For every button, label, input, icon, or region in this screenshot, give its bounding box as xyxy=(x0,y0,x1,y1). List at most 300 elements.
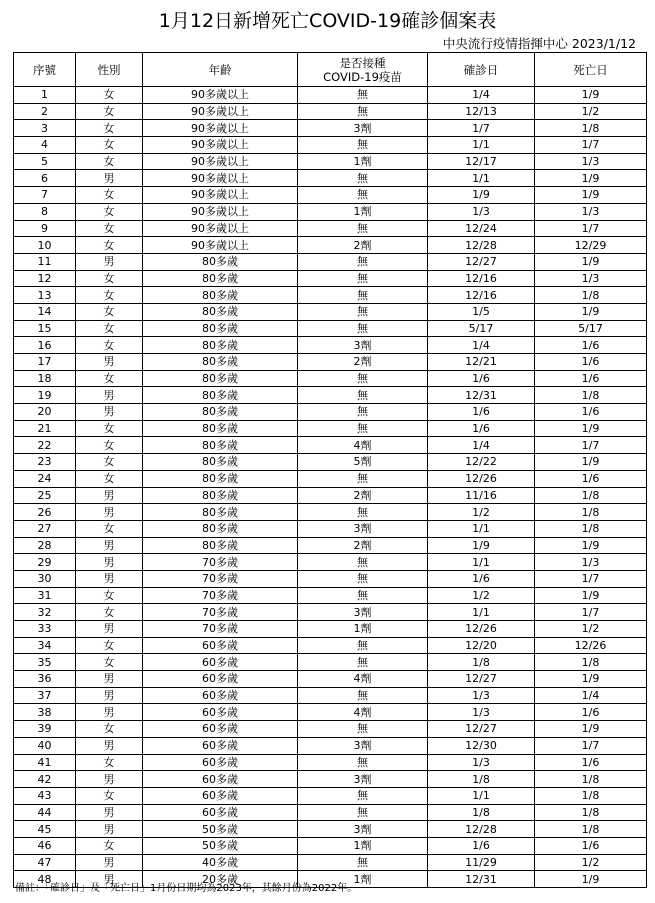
cell-sex: 女 xyxy=(76,470,143,487)
cell-sex: 女 xyxy=(76,103,143,120)
cell-confirmed-date: 12/28 xyxy=(428,237,535,254)
cell-vaccinated: 3劑 xyxy=(298,520,428,537)
cell-death-date: 12/29 xyxy=(535,237,647,254)
cell-confirmed-date: 12/27 xyxy=(428,253,535,270)
cell-age: 90多歲以上 xyxy=(143,220,298,237)
table-row xyxy=(14,120,647,137)
cell-serial: 21 xyxy=(14,420,76,437)
cell-vaccinated: 無 xyxy=(298,721,428,738)
cell-death-date: 1/3 xyxy=(535,203,647,220)
table-row xyxy=(14,354,647,371)
cell-confirmed-date: 12/28 xyxy=(428,821,535,838)
cell-confirmed-date: 12/21 xyxy=(428,354,535,371)
header-serial: 序號 xyxy=(14,53,76,87)
table-row xyxy=(14,470,647,487)
cell-age: 80多歲 xyxy=(143,320,298,337)
cell-confirmed-date: 12/13 xyxy=(428,103,535,120)
cell-vaccinated: 無 xyxy=(298,787,428,804)
cell-sex: 女 xyxy=(76,137,143,154)
cell-death-date: 1/9 xyxy=(535,253,647,270)
cell-death-date: 1/8 xyxy=(535,487,647,504)
cell-sex: 男 xyxy=(76,621,143,638)
cell-age: 60多歲 xyxy=(143,771,298,788)
table-row xyxy=(14,170,647,187)
cell-confirmed-date: 12/26 xyxy=(428,470,535,487)
cell-death-date: 1/9 xyxy=(535,721,647,738)
cell-age: 40多歲 xyxy=(143,854,298,871)
cell-death-date: 1/8 xyxy=(535,120,647,137)
cell-serial: 22 xyxy=(14,437,76,454)
cell-sex: 男 xyxy=(76,570,143,587)
cell-age: 80多歲 xyxy=(143,437,298,454)
cell-sex: 女 xyxy=(76,637,143,654)
table-row xyxy=(14,854,647,871)
cell-age: 60多歲 xyxy=(143,787,298,804)
table-row xyxy=(14,737,647,754)
cell-death-date: 1/7 xyxy=(535,437,647,454)
cell-age: 70多歲 xyxy=(143,621,298,638)
cell-sex: 女 xyxy=(76,437,143,454)
cell-confirmed-date: 1/1 xyxy=(428,604,535,621)
cell-sex: 女 xyxy=(76,837,143,854)
cell-age: 50多歲 xyxy=(143,837,298,854)
cell-vaccinated: 無 xyxy=(298,754,428,771)
table-row xyxy=(14,237,647,254)
table-row xyxy=(14,370,647,387)
cell-age: 90多歲以上 xyxy=(143,237,298,254)
cell-confirmed-date: 12/24 xyxy=(428,220,535,237)
cell-age: 80多歲 xyxy=(143,354,298,371)
cell-death-date: 5/17 xyxy=(535,320,647,337)
cell-confirmed-date: 1/9 xyxy=(428,187,535,204)
cell-vaccinated: 無 xyxy=(298,320,428,337)
cell-death-date: 1/2 xyxy=(535,103,647,120)
table-row xyxy=(14,420,647,437)
cell-serial: 5 xyxy=(14,153,76,170)
cell-sex: 女 xyxy=(76,370,143,387)
cell-sex: 男 xyxy=(76,253,143,270)
cell-confirmed-date: 1/3 xyxy=(428,704,535,721)
cell-death-date: 1/9 xyxy=(535,170,647,187)
cell-serial: 32 xyxy=(14,604,76,621)
cell-death-date: 1/9 xyxy=(535,587,647,604)
cell-death-date: 1/9 xyxy=(535,454,647,471)
cell-serial: 2 xyxy=(14,103,76,120)
cell-death-date: 1/9 xyxy=(535,303,647,320)
cell-age: 60多歲 xyxy=(143,671,298,688)
cell-serial: 15 xyxy=(14,320,76,337)
table-row xyxy=(14,303,647,320)
cell-serial: 9 xyxy=(14,220,76,237)
cell-vaccinated: 2劑 xyxy=(298,487,428,504)
table-row xyxy=(14,604,647,621)
cell-vaccinated: 無 xyxy=(298,270,428,287)
cell-serial: 23 xyxy=(14,454,76,471)
header-vaccinated xyxy=(298,53,428,87)
cell-death-date: 1/9 xyxy=(535,537,647,554)
table-row xyxy=(14,754,647,771)
cell-confirmed-date: 1/1 xyxy=(428,554,535,571)
cell-age: 80多歲 xyxy=(143,303,298,320)
table-row xyxy=(14,337,647,354)
cell-age: 80多歲 xyxy=(143,253,298,270)
cell-vaccinated: 無 xyxy=(298,504,428,521)
cell-death-date: 1/9 xyxy=(535,671,647,688)
cell-vaccinated: 3劑 xyxy=(298,737,428,754)
table-row xyxy=(14,671,647,688)
cell-age: 60多歲 xyxy=(143,687,298,704)
cell-age: 80多歲 xyxy=(143,454,298,471)
table-row xyxy=(14,654,647,671)
cell-age: 80多歲 xyxy=(143,337,298,354)
cell-sex: 男 xyxy=(76,404,143,421)
cell-confirmed-date: 12/22 xyxy=(428,454,535,471)
cell-age: 80多歲 xyxy=(143,270,298,287)
cell-vaccinated: 無 xyxy=(298,103,428,120)
cell-vaccinated: 2劑 xyxy=(298,237,428,254)
table-row xyxy=(14,537,647,554)
cell-death-date: 1/6 xyxy=(535,837,647,854)
cell-age: 70多歲 xyxy=(143,570,298,587)
table-row xyxy=(14,320,647,337)
cell-sex: 男 xyxy=(76,821,143,838)
header-confirmed-date: 確診日 xyxy=(428,53,535,87)
cell-serial: 38 xyxy=(14,704,76,721)
cell-sex: 女 xyxy=(76,120,143,137)
cell-serial: 34 xyxy=(14,637,76,654)
table-row xyxy=(14,187,647,204)
cell-sex: 女 xyxy=(76,420,143,437)
cell-confirmed-date: 1/1 xyxy=(428,137,535,154)
table-row xyxy=(14,704,647,721)
table-row xyxy=(14,721,647,738)
cell-death-date: 1/3 xyxy=(535,153,647,170)
cell-serial: 1 xyxy=(14,87,76,104)
cell-confirmed-date: 12/27 xyxy=(428,721,535,738)
cell-age: 80多歲 xyxy=(143,470,298,487)
cell-sex: 男 xyxy=(76,771,143,788)
table-row xyxy=(14,103,647,120)
table-row xyxy=(14,437,647,454)
cell-vaccinated: 無 xyxy=(298,420,428,437)
cell-vaccinated: 無 xyxy=(298,637,428,654)
cell-age: 20多歲 xyxy=(143,871,298,888)
cell-confirmed-date: 12/30 xyxy=(428,737,535,754)
cell-confirmed-date: 1/8 xyxy=(428,654,535,671)
cell-vaccinated: 無 xyxy=(298,654,428,671)
cell-sex: 男 xyxy=(76,804,143,821)
cell-death-date: 1/6 xyxy=(535,704,647,721)
cell-serial: 17 xyxy=(14,354,76,371)
cell-sex: 女 xyxy=(76,87,143,104)
cell-serial: 47 xyxy=(14,854,76,871)
cell-vaccinated: 1劑 xyxy=(298,837,428,854)
cell-death-date: 1/2 xyxy=(535,854,647,871)
cell-age: 80多歲 xyxy=(143,520,298,537)
cell-death-date: 1/2 xyxy=(535,621,647,638)
cell-age: 90多歲以上 xyxy=(143,137,298,154)
cell-sex: 女 xyxy=(76,303,143,320)
cell-vaccinated: 無 xyxy=(298,137,428,154)
cell-sex: 男 xyxy=(76,170,143,187)
cell-sex: 女 xyxy=(76,721,143,738)
table-row xyxy=(14,203,647,220)
cell-confirmed-date: 1/3 xyxy=(428,203,535,220)
cell-serial: 33 xyxy=(14,621,76,638)
cell-confirmed-date: 1/1 xyxy=(428,170,535,187)
cell-confirmed-date: 12/26 xyxy=(428,621,535,638)
cell-death-date: 1/8 xyxy=(535,504,647,521)
cell-confirmed-date: 1/9 xyxy=(428,537,535,554)
cell-sex: 女 xyxy=(76,287,143,304)
cell-age: 80多歲 xyxy=(143,537,298,554)
cell-vaccinated: 2劑 xyxy=(298,537,428,554)
cell-vaccinated: 無 xyxy=(298,554,428,571)
cell-serial: 19 xyxy=(14,387,76,404)
cell-vaccinated: 無 xyxy=(298,854,428,871)
cell-sex: 女 xyxy=(76,654,143,671)
cell-age: 80多歲 xyxy=(143,404,298,421)
cell-age: 90多歲以上 xyxy=(143,103,298,120)
table-row xyxy=(14,570,647,587)
cell-death-date: 1/7 xyxy=(535,220,647,237)
table-row xyxy=(14,804,647,821)
cell-serial: 4 xyxy=(14,137,76,154)
cell-confirmed-date: 12/31 xyxy=(428,871,535,888)
cell-age: 90多歲以上 xyxy=(143,187,298,204)
cell-confirmed-date: 1/7 xyxy=(428,120,535,137)
cell-confirmed-date: 1/4 xyxy=(428,337,535,354)
cell-confirmed-date: 12/16 xyxy=(428,270,535,287)
cell-age: 80多歲 xyxy=(143,287,298,304)
cell-age: 90多歲以上 xyxy=(143,203,298,220)
table-row xyxy=(14,621,647,638)
cell-sex: 女 xyxy=(76,270,143,287)
cell-vaccinated: 1劑 xyxy=(298,153,428,170)
cell-serial: 18 xyxy=(14,370,76,387)
cell-vaccinated: 4劑 xyxy=(298,437,428,454)
cell-death-date: 1/3 xyxy=(535,270,647,287)
cell-death-date: 1/7 xyxy=(535,137,647,154)
cell-serial: 31 xyxy=(14,587,76,604)
cell-serial: 44 xyxy=(14,804,76,821)
cell-serial: 45 xyxy=(14,821,76,838)
cell-vaccinated: 3劑 xyxy=(298,604,428,621)
cell-sex: 男 xyxy=(76,554,143,571)
cell-death-date: 1/8 xyxy=(535,787,647,804)
cell-sex: 男 xyxy=(76,537,143,554)
cell-confirmed-date: 1/2 xyxy=(428,504,535,521)
cell-sex: 女 xyxy=(76,520,143,537)
cell-death-date: 1/8 xyxy=(535,520,647,537)
header-sex: 性別 xyxy=(76,53,143,87)
cell-sex: 女 xyxy=(76,787,143,804)
cell-age: 60多歲 xyxy=(143,704,298,721)
cell-age: 80多歲 xyxy=(143,504,298,521)
cell-vaccinated: 1劑 xyxy=(298,621,428,638)
cell-death-date: 1/3 xyxy=(535,554,647,571)
cell-serial: 37 xyxy=(14,687,76,704)
table-row xyxy=(14,454,647,471)
cell-vaccinated: 4劑 xyxy=(298,704,428,721)
cell-confirmed-date: 5/17 xyxy=(428,320,535,337)
cell-sex: 女 xyxy=(76,454,143,471)
cell-death-date: 1/6 xyxy=(535,404,647,421)
cell-serial: 6 xyxy=(14,170,76,187)
table-row xyxy=(14,220,647,237)
cell-serial: 40 xyxy=(14,737,76,754)
cell-vaccinated: 4劑 xyxy=(298,671,428,688)
cell-confirmed-date: 1/6 xyxy=(428,570,535,587)
cell-vaccinated: 無 xyxy=(298,187,428,204)
cell-vaccinated: 1劑 xyxy=(298,871,428,888)
cell-age: 80多歲 xyxy=(143,370,298,387)
cell-confirmed-date: 1/1 xyxy=(428,520,535,537)
cell-confirmed-date: 12/27 xyxy=(428,671,535,688)
cell-vaccinated: 3劑 xyxy=(298,120,428,137)
cell-vaccinated: 無 xyxy=(298,87,428,104)
cell-sex: 男 xyxy=(76,737,143,754)
table-row xyxy=(14,587,647,604)
cell-serial: 30 xyxy=(14,570,76,587)
cell-vaccinated: 無 xyxy=(298,370,428,387)
cell-vaccinated: 無 xyxy=(298,387,428,404)
cell-sex: 女 xyxy=(76,754,143,771)
table-row xyxy=(14,287,647,304)
cell-age: 80多歲 xyxy=(143,420,298,437)
cell-sex: 男 xyxy=(76,854,143,871)
header-vaccinated-label: 是否接種 COVID-19疫苗 xyxy=(323,55,402,84)
cell-serial: 26 xyxy=(14,504,76,521)
cell-sex: 男 xyxy=(76,671,143,688)
cell-age: 90多歲以上 xyxy=(143,170,298,187)
cell-age: 60多歲 xyxy=(143,637,298,654)
cell-vaccinated: 3劑 xyxy=(298,771,428,788)
table-row xyxy=(14,487,647,504)
cell-serial: 41 xyxy=(14,754,76,771)
cell-sex: 女 xyxy=(76,604,143,621)
cell-vaccinated: 無 xyxy=(298,303,428,320)
cell-death-date: 12/26 xyxy=(535,637,647,654)
table-row xyxy=(14,404,647,421)
table-row xyxy=(14,687,647,704)
cell-serial: 28 xyxy=(14,537,76,554)
cell-serial: 42 xyxy=(14,771,76,788)
cell-serial: 10 xyxy=(14,237,76,254)
cell-age: 60多歲 xyxy=(143,737,298,754)
cell-confirmed-date: 1/3 xyxy=(428,687,535,704)
death-cases-table xyxy=(13,52,647,888)
cell-confirmed-date: 11/29 xyxy=(428,854,535,871)
cell-sex: 女 xyxy=(76,153,143,170)
cell-sex: 男 xyxy=(76,704,143,721)
cell-death-date: 1/7 xyxy=(535,737,647,754)
cell-confirmed-date: 1/6 xyxy=(428,404,535,421)
cell-sex: 男 xyxy=(76,687,143,704)
cell-serial: 16 xyxy=(14,337,76,354)
cell-confirmed-date: 12/31 xyxy=(428,387,535,404)
cell-age: 60多歲 xyxy=(143,804,298,821)
cell-serial: 11 xyxy=(14,253,76,270)
cell-sex: 女 xyxy=(76,337,143,354)
cell-age: 70多歲 xyxy=(143,587,298,604)
cell-vaccinated: 無 xyxy=(298,470,428,487)
cell-vaccinated: 1劑 xyxy=(298,203,428,220)
cell-vaccinated: 無 xyxy=(298,587,428,604)
cell-serial: 46 xyxy=(14,837,76,854)
cell-confirmed-date: 1/6 xyxy=(428,370,535,387)
cell-confirmed-date: 1/6 xyxy=(428,837,535,854)
cell-sex: 女 xyxy=(76,237,143,254)
cell-confirmed-date: 11/16 xyxy=(428,487,535,504)
cell-death-date: 1/9 xyxy=(535,187,647,204)
table-row xyxy=(14,387,647,404)
cell-death-date: 1/9 xyxy=(535,871,647,888)
cell-sex: 女 xyxy=(76,203,143,220)
cell-death-date: 1/8 xyxy=(535,804,647,821)
table-row xyxy=(14,520,647,537)
cell-sex: 男 xyxy=(76,487,143,504)
cell-vaccinated: 3劑 xyxy=(298,821,428,838)
cell-death-date: 1/8 xyxy=(535,654,647,671)
table-row xyxy=(14,87,647,104)
cell-confirmed-date: 12/17 xyxy=(428,153,535,170)
cell-age: 80多歲 xyxy=(143,387,298,404)
cell-sex: 男 xyxy=(76,871,143,888)
source-agency-date: 中央流行疫情指揮中心 2023/1/12 xyxy=(442,36,636,51)
cell-vaccinated: 3劑 xyxy=(298,337,428,354)
cell-death-date: 1/8 xyxy=(535,387,647,404)
cell-death-date: 1/6 xyxy=(535,754,647,771)
cell-sex: 男 xyxy=(76,387,143,404)
cell-serial: 24 xyxy=(14,470,76,487)
cell-sex: 女 xyxy=(76,220,143,237)
cell-death-date: 1/8 xyxy=(535,771,647,788)
cell-vaccinated: 無 xyxy=(298,570,428,587)
cell-age: 90多歲以上 xyxy=(143,120,298,137)
cell-sex: 女 xyxy=(76,587,143,604)
cell-age: 80多歲 xyxy=(143,487,298,504)
page-title: 1月12日新增死亡COVID-19確診個案表 xyxy=(158,10,497,32)
cell-death-date: 1/9 xyxy=(535,87,647,104)
cell-confirmed-date: 1/2 xyxy=(428,587,535,604)
cell-serial: 14 xyxy=(14,303,76,320)
cell-confirmed-date: 1/4 xyxy=(428,87,535,104)
cell-death-date: 1/6 xyxy=(535,354,647,371)
cell-serial: 39 xyxy=(14,721,76,738)
table-row xyxy=(14,821,647,838)
cell-confirmed-date: 1/4 xyxy=(428,437,535,454)
cell-serial: 12 xyxy=(14,270,76,287)
table-row xyxy=(14,504,647,521)
cell-age: 60多歲 xyxy=(143,721,298,738)
cell-serial: 48 xyxy=(14,871,76,888)
cell-confirmed-date: 1/8 xyxy=(428,804,535,821)
cell-sex: 女 xyxy=(76,187,143,204)
table-row xyxy=(14,137,647,154)
cell-age: 70多歲 xyxy=(143,554,298,571)
cell-vaccinated: 無 xyxy=(298,404,428,421)
cell-death-date: 1/7 xyxy=(535,604,647,621)
cell-sex: 男 xyxy=(76,354,143,371)
cell-vaccinated: 無 xyxy=(298,220,428,237)
footnote: 備註：「確診日」及「死亡日」1月份日期均為2023年，其餘月份為2022年。 xyxy=(15,883,358,894)
cell-age: 90多歲以上 xyxy=(143,153,298,170)
cell-serial: 8 xyxy=(14,203,76,220)
cell-confirmed-date: 12/20 xyxy=(428,637,535,654)
cell-death-date: 1/6 xyxy=(535,370,647,387)
table-row xyxy=(14,637,647,654)
